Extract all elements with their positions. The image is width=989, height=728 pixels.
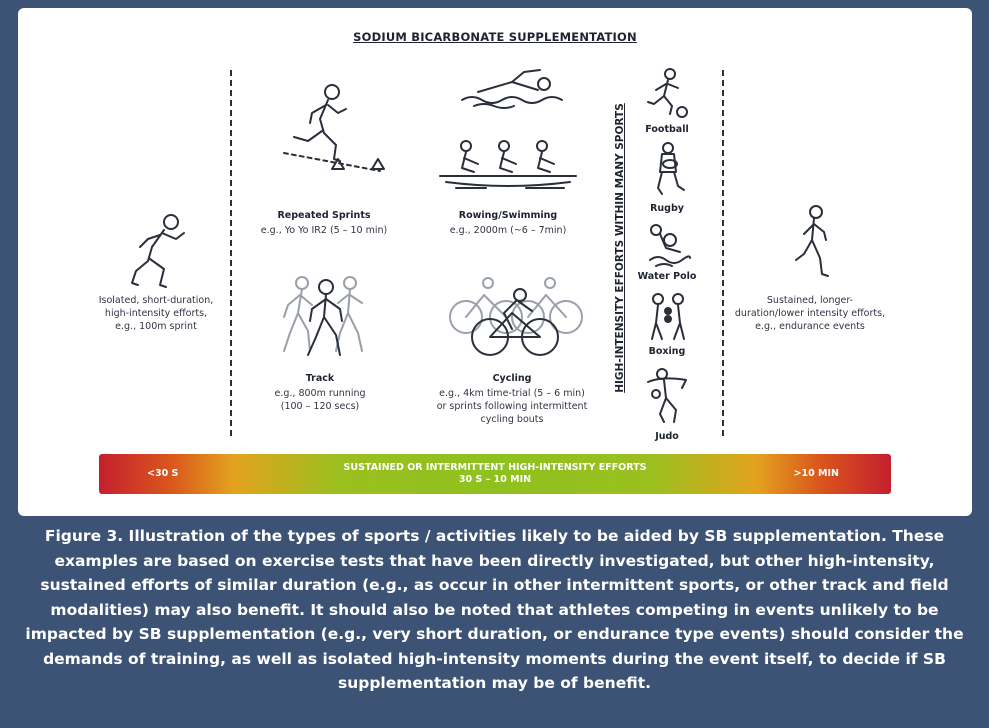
cycling-example-line: cycling bouts bbox=[480, 414, 544, 425]
sprints-example: e.g., Yo Yo IR2 (5 – 10 min) bbox=[260, 225, 388, 236]
vertical-label-text: HIGH-INTENSITY EFFORTS WITHIN MANY SPORTS bbox=[614, 103, 626, 393]
left-desc-line: Isolated, short-duration, bbox=[98, 295, 214, 306]
cycling-example bbox=[426, 387, 598, 426]
figure-title: SODIUM BICARBONATE SUPPLEMENTATION bbox=[353, 30, 637, 44]
bar-center-label bbox=[99, 462, 891, 486]
football-icon bbox=[644, 68, 688, 120]
judo-icon bbox=[642, 366, 692, 426]
figure-panel bbox=[18, 8, 972, 516]
repeated-sprints-icon bbox=[280, 83, 390, 173]
boxing-icon bbox=[646, 293, 690, 343]
sport-label-boxing: Boxing bbox=[648, 346, 686, 357]
track-example-line: e.g., 800m running bbox=[274, 388, 366, 399]
bar-center-line: SUSTAINED OR INTERMITTENT HIGH-INTENSITY EFFORTS bbox=[343, 462, 647, 473]
bar-left-label: <30 S bbox=[147, 468, 179, 479]
rowing-label: Rowing/Swimming bbox=[458, 210, 558, 221]
figure-caption: Figure 3. Illustration of the types of sports / activities likely to be aided by SB supplementation. These examples are based on exercise tests that have been directly investigated, but other high-intensity, sustained efforts of similar duration (e.g., as occur in other intermittent sports, or other track and field modalities) may also benefit. It should also be noted that athletes competing in events unlikely to be impacted by SB supplementation (e.g., very short duration, or endurance type events) should consider the demands of training, as well as isolated high-intensity moments during the event itself, to decide if SB supplementation may be of benefit. bbox=[25, 527, 964, 692]
track-example bbox=[250, 387, 390, 413]
sport-label-rugby: Rugby bbox=[650, 203, 684, 214]
water-polo-icon bbox=[646, 222, 692, 270]
duration-bar bbox=[99, 454, 891, 494]
right-description bbox=[724, 294, 896, 333]
left-desc-line: e.g., 100m sprint bbox=[115, 321, 197, 332]
bar-center-line: 30 S – 10 MIN bbox=[458, 474, 532, 485]
sport-label-judo: Judo bbox=[655, 431, 679, 442]
sprinter-icon bbox=[126, 213, 192, 291]
cycling-example-line: e.g., 4km time-trial (5 – 6 min) bbox=[439, 388, 585, 399]
cyclists-icon bbox=[444, 273, 582, 357]
track-example-line: (100 – 120 secs) bbox=[280, 401, 360, 412]
cycling-label: Cycling bbox=[492, 373, 532, 384]
right-desc-line: Sustained, longer- bbox=[766, 295, 854, 306]
sport-label-football: Football bbox=[645, 124, 689, 135]
sprints-label: Repeated Sprints bbox=[277, 210, 371, 221]
right-divider bbox=[722, 70, 724, 436]
right-desc-line: e.g., endurance events bbox=[755, 321, 865, 332]
cycling-example-line: or sprints following intermittent bbox=[436, 401, 588, 412]
right-desc-line: duration/lower intensity efforts, bbox=[734, 308, 886, 319]
left-description bbox=[86, 294, 226, 333]
vertical-label bbox=[610, 98, 630, 398]
sport-label-water-polo: Water Polo bbox=[637, 271, 697, 282]
rowing-example: e.g., 2000m (~6 – 7min) bbox=[449, 225, 567, 236]
left-desc-line: high-intensity efforts, bbox=[104, 308, 208, 319]
rugby-icon bbox=[648, 142, 688, 198]
track-runners-icon bbox=[268, 273, 372, 359]
bar-right-label: >10 MIN bbox=[793, 468, 839, 479]
track-label: Track bbox=[305, 373, 335, 384]
swimmer-icon bbox=[458, 66, 568, 110]
rowing-icon bbox=[436, 138, 581, 194]
left-divider bbox=[230, 70, 232, 436]
runner-icon bbox=[788, 204, 838, 280]
